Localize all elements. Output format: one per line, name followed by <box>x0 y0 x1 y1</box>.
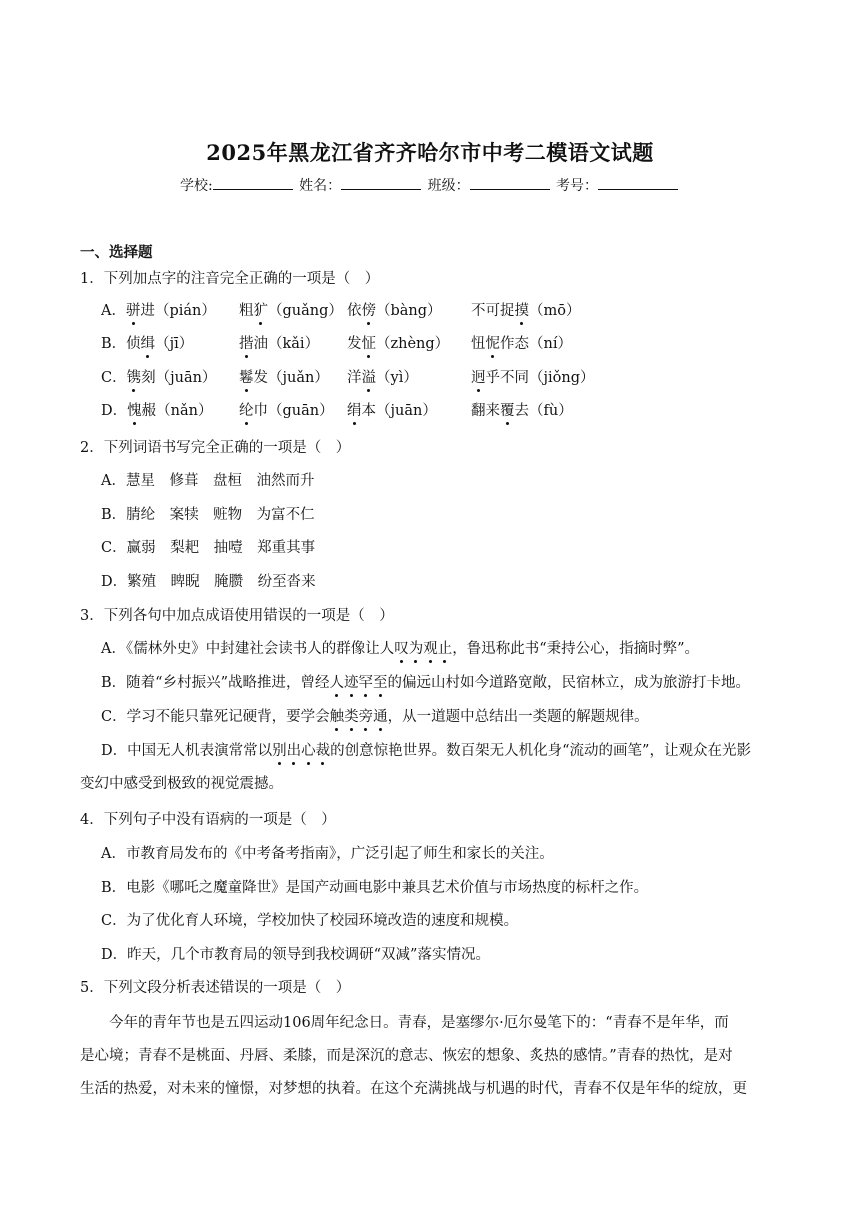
dotted-char: 别 <box>272 743 287 759</box>
item-text: 本（juān） <box>361 403 437 419</box>
dotted-char: 傍 <box>361 303 376 319</box>
question-3-option-b <box>101 673 750 693</box>
item-text: （zhèng） <box>376 336 450 352</box>
page-title: 2025年黑龙江省齐齐哈尔市中考二模语文试题 <box>206 140 654 165</box>
item-text: 去（fù） <box>514 403 573 419</box>
question-4-option-c: C．为了优化育人环境，学校加快了校园环境改造的速度和规模。 <box>101 913 519 929</box>
dotted-char: 怔 <box>361 336 376 352</box>
dotted-char: 迹 <box>343 675 359 691</box>
item-text: 进（pián） <box>140 303 216 319</box>
question-2-option-d: D．繁殖 睥睨 腌臜 纷至沓来 <box>101 574 316 590</box>
question-2-option-a: A．慧星 修葺 盘桓 油然而升 <box>101 473 315 489</box>
class-label: 班级： <box>427 178 470 194</box>
passage-line: 是心境；青春不是桃面、丹唇、柔膝，而是深沉的意志、恢宏的想象、炙热的感情。”青春的热忱，是对 <box>80 1048 733 1064</box>
item-text: 不可捉 <box>471 303 515 319</box>
dotted-char: 覆 <box>500 403 515 419</box>
dotted-char: 通 <box>373 709 388 725</box>
option-text: C．学习不能只靠死记硬背，要学会 <box>101 709 330 725</box>
option-letter: A． <box>101 303 126 319</box>
pinyin-item <box>471 401 573 421</box>
item-text: 忸 <box>471 336 486 352</box>
item-text: （guǎng） <box>268 303 343 319</box>
question-3-option-d-continued: 变幻中感受到极致的视觉震撼。 <box>80 776 283 792</box>
pinyin-item <box>347 368 418 388</box>
dotted-char: 骈 <box>125 303 141 319</box>
section-heading: 一、选择题 <box>80 244 153 261</box>
pinyin-item <box>239 368 329 388</box>
pinyin-item <box>239 401 334 421</box>
number-blank[interactable] <box>598 175 678 190</box>
dotted-char: 罕 <box>358 675 373 691</box>
question-5-stem: 5．下列文段分析表述错误的一项是（ ） <box>80 980 351 996</box>
pinyin-item <box>347 301 442 321</box>
dotted-char: 摸 <box>514 303 529 319</box>
dotted-idiom <box>330 709 388 725</box>
pinyin-item <box>101 301 216 321</box>
dotted-char: 人 <box>329 675 344 691</box>
class-blank[interactable] <box>470 175 550 190</box>
option-text: B．随着“乡村振兴”战略推进，曾经 <box>101 675 330 691</box>
pinyin-item <box>471 368 594 388</box>
dotted-char: 裁 <box>315 743 331 759</box>
question-2-option-b: B．腈纶 案犊 赃物 为富不仁 <box>101 507 315 523</box>
pinyin-item <box>471 334 572 354</box>
dotted-char: 出 <box>286 743 302 759</box>
dotted-idiom <box>272 743 330 759</box>
question-2-option-c: C．赢弱 梨耙 抽噎 郑重其事 <box>101 540 316 556</box>
item-text: 赧（nǎn） <box>141 403 213 419</box>
dotted-idiom <box>394 641 452 657</box>
option-letter: B． <box>101 336 127 352</box>
question-3-option-a <box>101 639 699 659</box>
option-text: ，从一道题中总结出一类题的解题规律。 <box>387 709 649 725</box>
dotted-char: 怩 <box>485 336 500 352</box>
dotted-char: 叹 <box>394 641 409 657</box>
name-label: 姓名： <box>299 178 342 194</box>
option-text: 的创意惊艳世界。数百架无人机化身“流动的画笔”，让观众在光影 <box>330 743 751 759</box>
dotted-char: 迥 <box>471 370 486 386</box>
pinyin-item <box>101 334 193 354</box>
item-text: 侦 <box>126 336 141 352</box>
name-blank[interactable] <box>341 175 421 190</box>
dotted-char: 至 <box>372 675 388 691</box>
question-3-option-d <box>101 741 751 761</box>
item-text: 粗 <box>239 303 254 319</box>
option-letter: D． <box>101 403 128 419</box>
dotted-char: 犷 <box>253 303 268 319</box>
question-3-option-c <box>101 707 649 727</box>
question-4-option-d: D．昨天，几个市教育局的领导到我校调研“双减”落实情况。 <box>101 947 490 963</box>
option-text: 的偏远山村如今道路宽敞，民宿林立，成为旅游打卡地。 <box>387 675 750 691</box>
dotted-char: 观 <box>423 641 438 657</box>
option-letter: C． <box>101 370 127 386</box>
item-text: （bàng） <box>376 303 442 319</box>
number-label: 考号： <box>556 178 599 194</box>
dotted-char: 类 <box>344 709 359 725</box>
dotted-char: 为 <box>408 641 424 657</box>
pinyin-item <box>239 301 343 321</box>
item-text: 依 <box>347 303 362 319</box>
pinyin-item <box>239 334 319 354</box>
item-text: 翻来 <box>471 403 500 419</box>
pinyin-item <box>101 401 212 421</box>
pinyin-item <box>347 401 437 421</box>
item-text: （mō） <box>529 303 581 319</box>
pinyin-item <box>471 301 580 321</box>
passage-line: 生活的热爱，对未来的憧憬，对梦想的执着。在这个充满挑战与机遇的时代，青春不仅是年华的绽放，更 <box>80 1081 747 1097</box>
item-text: 刻（juān） <box>141 370 217 386</box>
dotted-idiom <box>329 675 387 691</box>
dotted-char: 镌 <box>126 370 142 386</box>
question-4-option-a: A．市教育局发布的《中考备考指南》，广泛引起了师生和家长的关注。 <box>101 846 554 862</box>
school-label: 学校: <box>179 178 213 194</box>
dotted-char: 揩 <box>239 336 254 352</box>
dotted-char: 溢 <box>361 370 376 386</box>
dotted-char: 止 <box>437 641 453 657</box>
item-text: （jī） <box>155 336 194 352</box>
item-text: 发（juǎn） <box>253 370 329 386</box>
question-1-stem: 1．下列加点字的注音完全正确的一项是（ ） <box>80 271 380 287</box>
item-text: 乎不同（jiǒng） <box>485 370 595 386</box>
question-4-option-b: B．电影《哪吒之魔童降世》是国产动画电影中兼具艺术价值与市场热度的标杆之作。 <box>101 880 649 896</box>
passage-line: 今年的青年节也是五四运动106周年纪念日。青春，是塞缪尔·厄尔曼笔下的：“青春不是年华，而 <box>80 1015 729 1031</box>
dotted-char: 绢 <box>347 403 362 419</box>
dotted-char: 旁 <box>358 709 374 725</box>
dotted-char: 纶 <box>239 403 254 419</box>
option-text: ，鲁迅称此书“秉持公心，指摘时弊”。 <box>452 641 700 657</box>
dotted-char: 心 <box>301 743 316 759</box>
pinyin-item <box>101 368 216 388</box>
option-text: D．中国无人机表演常常以 <box>101 743 273 759</box>
dotted-char: 缉 <box>140 336 156 352</box>
question-2-stem: 2．下列词语书写完全正确的一项是（ ） <box>80 440 351 456</box>
item-text: 巾（guān） <box>253 403 334 419</box>
dotted-char: 触 <box>329 709 345 725</box>
student-info-line <box>0 175 860 195</box>
item-text: 洋 <box>347 370 362 386</box>
school-blank[interactable] <box>213 175 293 190</box>
item-text: 油（kǎi） <box>253 336 320 352</box>
item-text: 发 <box>347 336 362 352</box>
option-text: A．《儒林外史》中封建社会读书人的群像让人 <box>101 641 395 657</box>
pinyin-item <box>347 334 449 354</box>
item-text: （yì） <box>376 370 418 386</box>
dotted-char: 鬈 <box>239 370 254 386</box>
item-text: 作态（ní） <box>500 336 572 352</box>
question-3-stem: 3．下列各句中加点成语使用错误的一项是（ ） <box>80 608 394 624</box>
question-4-stem: 4．下列句子中没有语病的一项是（ ） <box>80 812 336 828</box>
dotted-char: 愧 <box>127 403 142 419</box>
